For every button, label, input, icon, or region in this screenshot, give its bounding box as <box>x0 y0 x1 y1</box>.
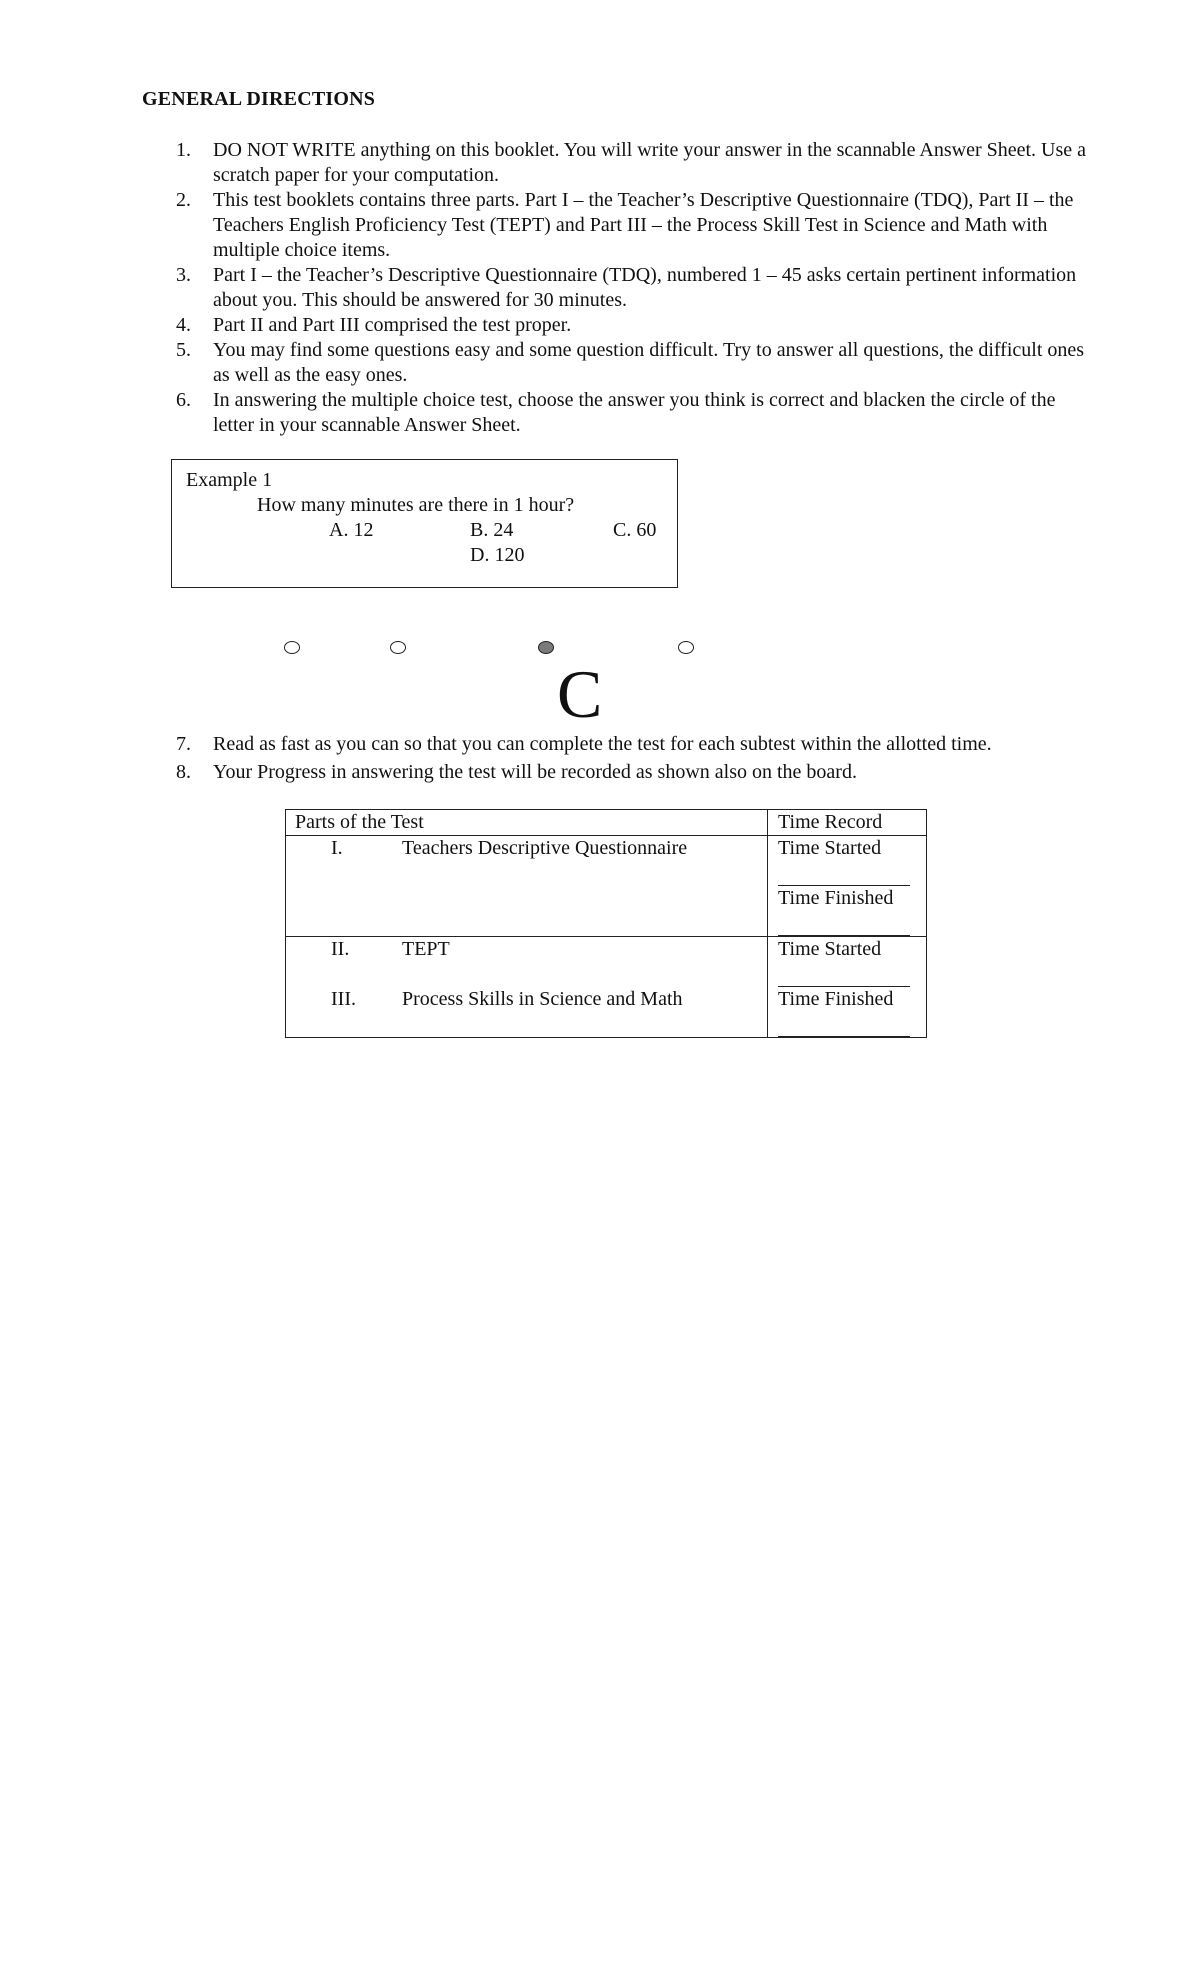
example-box <box>171 459 678 588</box>
direction-item <box>0 732 1200 757</box>
parts-cell <box>286 836 768 937</box>
table-header-row <box>286 810 927 836</box>
direction-item <box>0 388 1200 438</box>
time-started-blank[interactable] <box>778 962 910 987</box>
example-option-b: B. 24 <box>470 519 514 541</box>
table-row <box>286 836 927 937</box>
answer-letter: C <box>557 656 603 732</box>
time-started-label: Time Started <box>778 938 882 960</box>
direction-number: 2. <box>176 189 191 211</box>
direction-text: DO NOT WRITE anything on this booklet. You will write your answer in the scannable Answer Sheet. Use a scratch paper for your computation. <box>213 139 1087 186</box>
direction-number: 3. <box>176 264 191 286</box>
part-roman: I. <box>331 837 343 859</box>
table-row <box>286 937 927 1038</box>
time-cell <box>768 937 927 1038</box>
part-name: TEPT <box>402 938 450 960</box>
header-time: Time Record <box>768 810 927 836</box>
example-option-c: C. 60 <box>613 519 657 541</box>
answer-bubble-c-filled[interactable] <box>538 641 554 654</box>
parts-cell <box>286 937 768 1038</box>
time-finished-blank[interactable] <box>778 911 910 936</box>
part-row <box>286 987 767 1012</box>
direction-item <box>0 313 1200 338</box>
answer-bubble-a[interactable] <box>284 641 300 654</box>
time-finished-label: Time Finished <box>778 887 894 909</box>
example-option-d: D. 120 <box>470 544 525 566</box>
answer-bubble-d[interactable] <box>678 641 694 654</box>
direction-number: 7. <box>176 733 191 755</box>
time-started-blank[interactable] <box>778 861 910 886</box>
example-title: Example 1 <box>186 469 273 491</box>
direction-text: Read as fast as you can so that you can complete the test for each subtest within the allotted time. <box>213 733 992 755</box>
direction-item <box>0 760 1200 785</box>
direction-text: You may find some questions easy and some question difficult. Try to answer all questions, the difficult ones as well as the easy ones. <box>213 339 1085 386</box>
direction-number: 6. <box>176 389 191 411</box>
direction-number: 1. <box>176 139 191 161</box>
part-name: Process Skills in Science and Math <box>402 988 683 1010</box>
direction-number: 8. <box>176 761 191 783</box>
direction-text: In answering the multiple choice test, choose the answer you think is correct and blacken the circle of the letter in your scannable Answer Sheet. <box>213 389 1056 436</box>
directions-list <box>0 138 1200 438</box>
part-row <box>286 836 767 861</box>
example-question: How many minutes are there in 1 hour? <box>257 494 575 516</box>
direction-item <box>0 188 1200 263</box>
direction-text: This test booklets contains three parts. Part I – the Teacher’s Descriptive Questionnaire (TDQ), Part II – the Teachers English Proficiency Test (TEPT) and Part III – the Process Skill Test in Science and Math with multiple choice items. <box>213 189 1074 261</box>
part-roman: II. <box>331 938 350 960</box>
direction-number: 5. <box>176 339 191 361</box>
time-finished-blank[interactable] <box>778 1012 910 1037</box>
direction-item <box>0 338 1200 388</box>
direction-item <box>0 263 1200 313</box>
part-name: Teachers Descriptive Questionnaire <box>402 837 688 859</box>
direction-text: Your Progress in answering the test will be recorded as shown also on the board. <box>213 761 857 783</box>
direction-text: Part II and Part III comprised the test proper. <box>213 314 572 336</box>
page-heading: GENERAL DIRECTIONS <box>142 88 376 110</box>
direction-number: 4. <box>176 314 191 336</box>
header-parts: Parts of the Test <box>286 810 768 836</box>
direction-item <box>0 138 1200 188</box>
part-roman: III. <box>331 988 356 1010</box>
example-option-a: A. 12 <box>329 519 374 541</box>
time-record-table <box>285 809 927 1038</box>
directions-list-continued <box>0 732 1200 788</box>
time-started-label: Time Started <box>778 837 882 859</box>
answer-bubble-b[interactable] <box>390 641 406 654</box>
part-row <box>286 937 767 962</box>
time-finished-label: Time Finished <box>778 988 894 1010</box>
direction-text: Part I – the Teacher’s Descriptive Questionnaire (TDQ), numbered 1 – 45 asks certain pertinent information about you. This should be answered for 30 minutes. <box>213 264 1077 311</box>
time-cell <box>768 836 927 937</box>
